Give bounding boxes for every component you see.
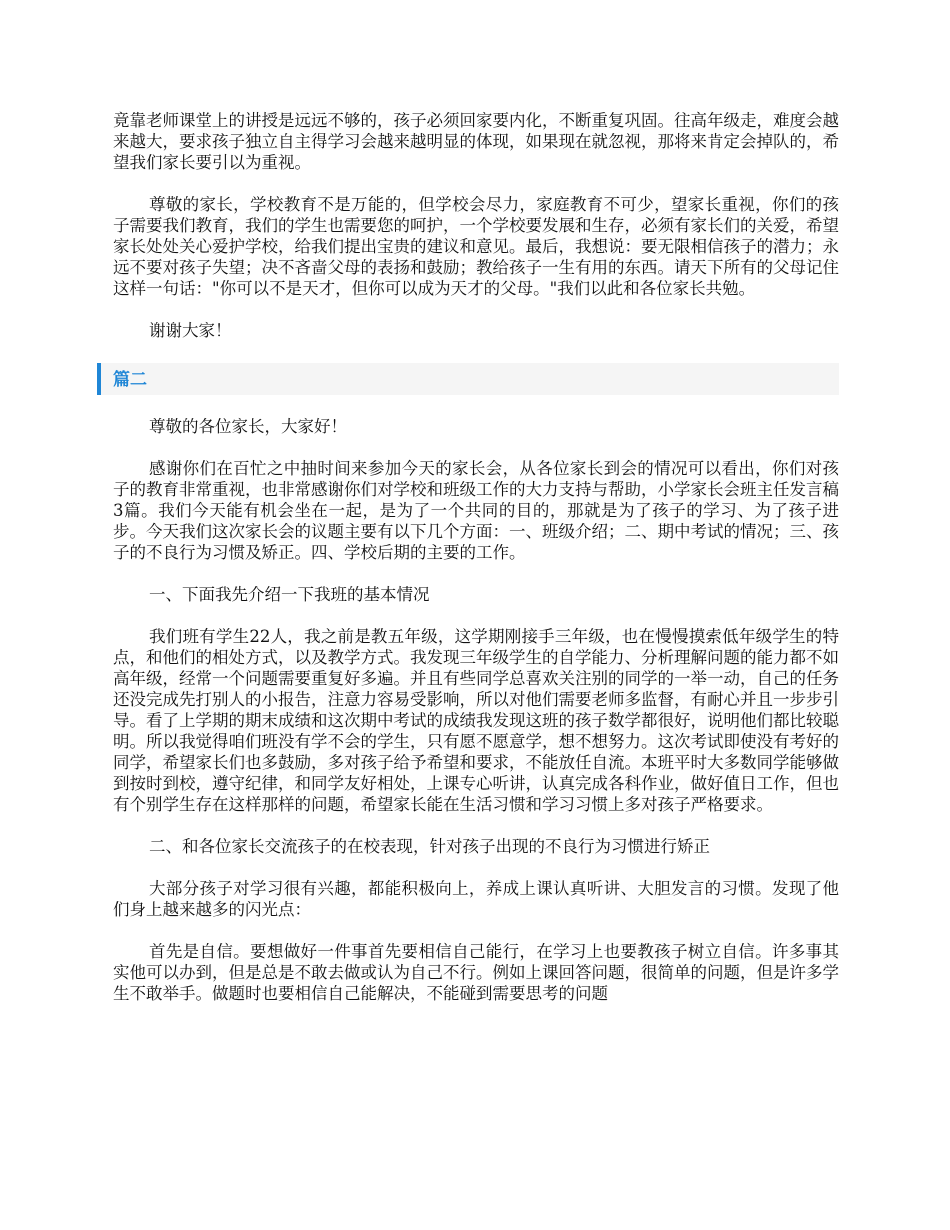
paragraph: 竟靠老师课堂上的讲授是远远不够的，孩子必须回家要内化，不断重复巩固。往高年级走，难度会越来越大，要求孩子独立自主得学习会越来越明显的体现，如果现在就忽视，那将来肯定会掉队的，希望我们家长要引以为重视。 bbox=[113, 111, 839, 172]
paragraph: 谢谢大家！ bbox=[149, 321, 232, 340]
paragraph: 大部分孩子对学习很有兴趣，都能积极向上，养成上课认真听讲、大胆发言的习惯。发现了他们身上越来越多的闪光点： bbox=[113, 879, 839, 919]
paragraph: 我们班有学生22人，我之前是教五年级，这学期刚接手三年级，也在慢慢摸索低年级学生的特点，和他们的相处方式，以及教学方式。我发现三年级学生的自学能力、分析理解问题的能力都不如高年级，经常一个问题需要重复好多遍。并且有些同学总喜欢关注别的同学的一举一动，自己的任务还没完成先打别人的小报告，注意力容易受影响，所以对他们需要老师多监督，有耐心并且一步步引导。看了上学期的期末成绩和这次期中考试的成绩我发现这班的孩子数学都很好，说明他们都比较聪明。所以我觉得咱们班没有学不会的学生，只有愿不愿意学，想不想努力。这次考试即使没有考好的同学，希望家长们也多鼓励，多对孩子给予希望和要求，不能放任自流。本班平时大多数同学能够做到按时到校，遵守纪律，和同学友好相处，上课专心听讲，认真完成各科作业，做好值日工作，但也有个别学生存在这样那样的问题，希望家长能在生活习惯和学习习惯上多对孩子严格要求。 bbox=[113, 627, 839, 814]
paragraph: 尊敬的家长，学校教育不是万能的，但学校会尽力，家庭教育不可少，望家长重视，你们的孩子需要我们教育，我们的学生也需要您的呵护，一个学校要发展和生存，必须有家长们的关爱，希望家长处处关心爱护学校，给我们提出宝贵的建议和意见。最后，我想说：要无限相信孩子的潜力；永远不要对孩子失望；决不吝啬父母的表扬和鼓励；教给孩子一生有用的东西。请天下所有的父母记住这样一句话："你可以不是天才，但你可以成为天才的父母。"我们以此和各位家长共勉。 bbox=[113, 195, 839, 298]
paragraph: 尊敬的各位家长，大家好！ bbox=[149, 417, 347, 436]
section-heading bbox=[97, 363, 839, 395]
paragraph: 感谢你们在百忙之中抽时间来参加今天的家长会，从各位家长到会的情况可以看出，你们对孩子的教育非常重视，也非常感谢你们对学校和班级工作的大力支持与帮助，小学家长会班主任发言稿3篇。我们今天能有机会坐在一起，是为了一个共同的目的，那就是为了孩子的学习、为了孩子进步。今天我们这次家长会的议题主要有以下几个方面：一、班级介绍；二、期中考试的情况；三、孩子的不良行为习惯及矫正。四、学校后期的主要的工作。 bbox=[113, 459, 839, 562]
paragraph: 首先是自信。要想做好一件事首先要相信自己能行，在学习上也要教孩子树立自信。许多事其实他可以办到，但是总是不敢去做或认为自己不行。例如上课回答问题，很简单的问题，但是许多学生不敢举手。做题时也要相信自己能解决，不能碰到需要思考的问题 bbox=[113, 942, 839, 1003]
paragraph: 二、和各位家长交流孩子的在校表现，针对孩子出现的不良行为习惯进行矫正 bbox=[149, 837, 710, 856]
document-page bbox=[113, 110, 839, 1004]
paragraph: 一、下面我先介绍一下我班的基本情况 bbox=[149, 585, 430, 604]
section-heading-title: 篇二 bbox=[113, 370, 147, 390]
